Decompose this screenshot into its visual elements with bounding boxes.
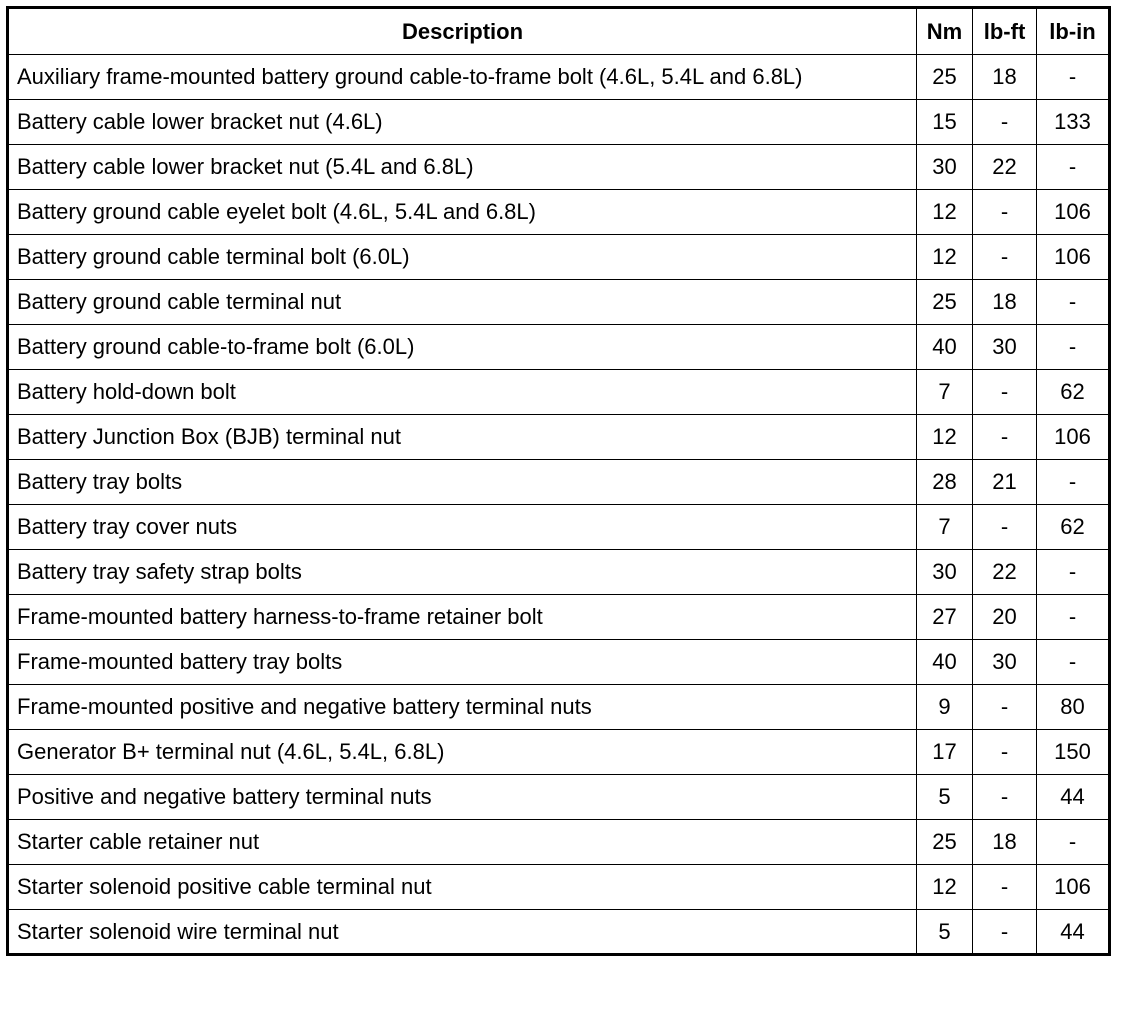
table-row — [8, 820, 1110, 865]
description-cell: Battery cable lower bracket nut (5.4L and 6.8L) — [8, 145, 917, 190]
table-row — [8, 730, 1110, 775]
nm-cell: 40 — [917, 640, 973, 685]
nm-cell: 12 — [917, 190, 973, 235]
nm-cell: 7 — [917, 370, 973, 415]
lbin-cell: 62 — [1037, 505, 1110, 550]
description-cell: Starter solenoid wire terminal nut — [8, 910, 917, 955]
description-cell: Auxiliary frame-mounted battery ground cable-to-frame bolt (4.6L, 5.4L and 6.8L) — [8, 55, 917, 100]
table-row — [8, 550, 1110, 595]
lbft-cell: 21 — [973, 460, 1037, 505]
lbft-cell: - — [973, 190, 1037, 235]
description-cell: Generator B+ terminal nut (4.6L, 5.4L, 6.8L) — [8, 730, 917, 775]
table-row — [8, 775, 1110, 820]
lbft-cell: 22 — [973, 550, 1037, 595]
table-row — [8, 235, 1110, 280]
lbin-cell: - — [1037, 640, 1110, 685]
lbin-cell: 106 — [1037, 415, 1110, 460]
nm-cell: 12 — [917, 415, 973, 460]
table-row — [8, 370, 1110, 415]
lbft-cell: 18 — [973, 280, 1037, 325]
lbin-cell: 62 — [1037, 370, 1110, 415]
description-cell: Starter cable retainer nut — [8, 820, 917, 865]
description-cell: Battery ground cable terminal nut — [8, 280, 917, 325]
header-row — [8, 8, 1110, 55]
nm-cell: 9 — [917, 685, 973, 730]
lbin-cell: - — [1037, 145, 1110, 190]
lbft-cell: - — [973, 910, 1037, 955]
nm-cell: 7 — [917, 505, 973, 550]
table-row — [8, 685, 1110, 730]
nm-cell: 15 — [917, 100, 973, 145]
lbin-cell: - — [1037, 595, 1110, 640]
lbin-cell: 44 — [1037, 910, 1110, 955]
lbin-cell: 150 — [1037, 730, 1110, 775]
lbin-cell: 44 — [1037, 775, 1110, 820]
lbft-cell: - — [973, 505, 1037, 550]
nm-cell: 30 — [917, 145, 973, 190]
lbin-cell: 106 — [1037, 865, 1110, 910]
header-lbft: lb-ft — [973, 8, 1037, 55]
nm-cell: 40 — [917, 325, 973, 370]
lbft-cell: - — [973, 415, 1037, 460]
table-row — [8, 190, 1110, 235]
table-row — [8, 100, 1110, 145]
lbft-cell: - — [973, 685, 1037, 730]
lbft-cell: - — [973, 100, 1037, 145]
nm-cell: 17 — [917, 730, 973, 775]
table-row — [8, 280, 1110, 325]
nm-cell: 5 — [917, 775, 973, 820]
description-cell: Battery ground cable eyelet bolt (4.6L, 5.4L and 6.8L) — [8, 190, 917, 235]
nm-cell: 12 — [917, 235, 973, 280]
table-row — [8, 55, 1110, 100]
lbft-cell: - — [973, 775, 1037, 820]
lbft-cell: 22 — [973, 145, 1037, 190]
lbft-cell: 20 — [973, 595, 1037, 640]
table-row — [8, 595, 1110, 640]
table-row — [8, 460, 1110, 505]
lbin-cell: 106 — [1037, 235, 1110, 280]
lbin-cell: - — [1037, 280, 1110, 325]
description-cell: Frame-mounted battery tray bolts — [8, 640, 917, 685]
table-row — [8, 415, 1110, 460]
table-row — [8, 910, 1110, 955]
description-cell: Frame-mounted positive and negative battery terminal nuts — [8, 685, 917, 730]
lbin-cell: - — [1037, 820, 1110, 865]
lbft-cell: 18 — [973, 55, 1037, 100]
lbin-cell: - — [1037, 550, 1110, 595]
description-cell: Battery ground cable terminal bolt (6.0L) — [8, 235, 917, 280]
description-cell: Battery tray safety strap bolts — [8, 550, 917, 595]
lbft-cell: - — [973, 730, 1037, 775]
lbin-cell: - — [1037, 325, 1110, 370]
header-description: Description — [8, 8, 917, 55]
header-nm: Nm — [917, 8, 973, 55]
lbin-cell: 133 — [1037, 100, 1110, 145]
table-header — [8, 8, 1110, 55]
description-cell: Positive and negative battery terminal nuts — [8, 775, 917, 820]
description-cell: Battery tray cover nuts — [8, 505, 917, 550]
table-row — [8, 640, 1110, 685]
description-cell: Battery Junction Box (BJB) terminal nut — [8, 415, 917, 460]
nm-cell: 27 — [917, 595, 973, 640]
lbft-cell: - — [973, 235, 1037, 280]
lbft-cell: 18 — [973, 820, 1037, 865]
table-row — [8, 325, 1110, 370]
header-lbin: lb-in — [1037, 8, 1110, 55]
description-cell: Battery ground cable-to-frame bolt (6.0L) — [8, 325, 917, 370]
lbin-cell: 80 — [1037, 685, 1110, 730]
nm-cell: 25 — [917, 280, 973, 325]
table-row — [8, 505, 1110, 550]
lbin-cell: - — [1037, 55, 1110, 100]
table-body — [8, 55, 1110, 955]
lbft-cell: - — [973, 370, 1037, 415]
description-cell: Battery hold-down bolt — [8, 370, 917, 415]
nm-cell: 25 — [917, 55, 973, 100]
description-cell: Frame-mounted battery harness-to-frame retainer bolt — [8, 595, 917, 640]
description-cell: Starter solenoid positive cable terminal nut — [8, 865, 917, 910]
lbin-cell: 106 — [1037, 190, 1110, 235]
lbft-cell: 30 — [973, 325, 1037, 370]
table-row — [8, 865, 1110, 910]
lbin-cell: - — [1037, 460, 1110, 505]
table-row — [8, 145, 1110, 190]
nm-cell: 25 — [917, 820, 973, 865]
nm-cell: 28 — [917, 460, 973, 505]
nm-cell: 12 — [917, 865, 973, 910]
nm-cell: 30 — [917, 550, 973, 595]
lbft-cell: 30 — [973, 640, 1037, 685]
lbft-cell: - — [973, 865, 1037, 910]
description-cell: Battery tray bolts — [8, 460, 917, 505]
description-cell: Battery cable lower bracket nut (4.6L) — [8, 100, 917, 145]
torque-specification-table — [6, 6, 1111, 956]
nm-cell: 5 — [917, 910, 973, 955]
